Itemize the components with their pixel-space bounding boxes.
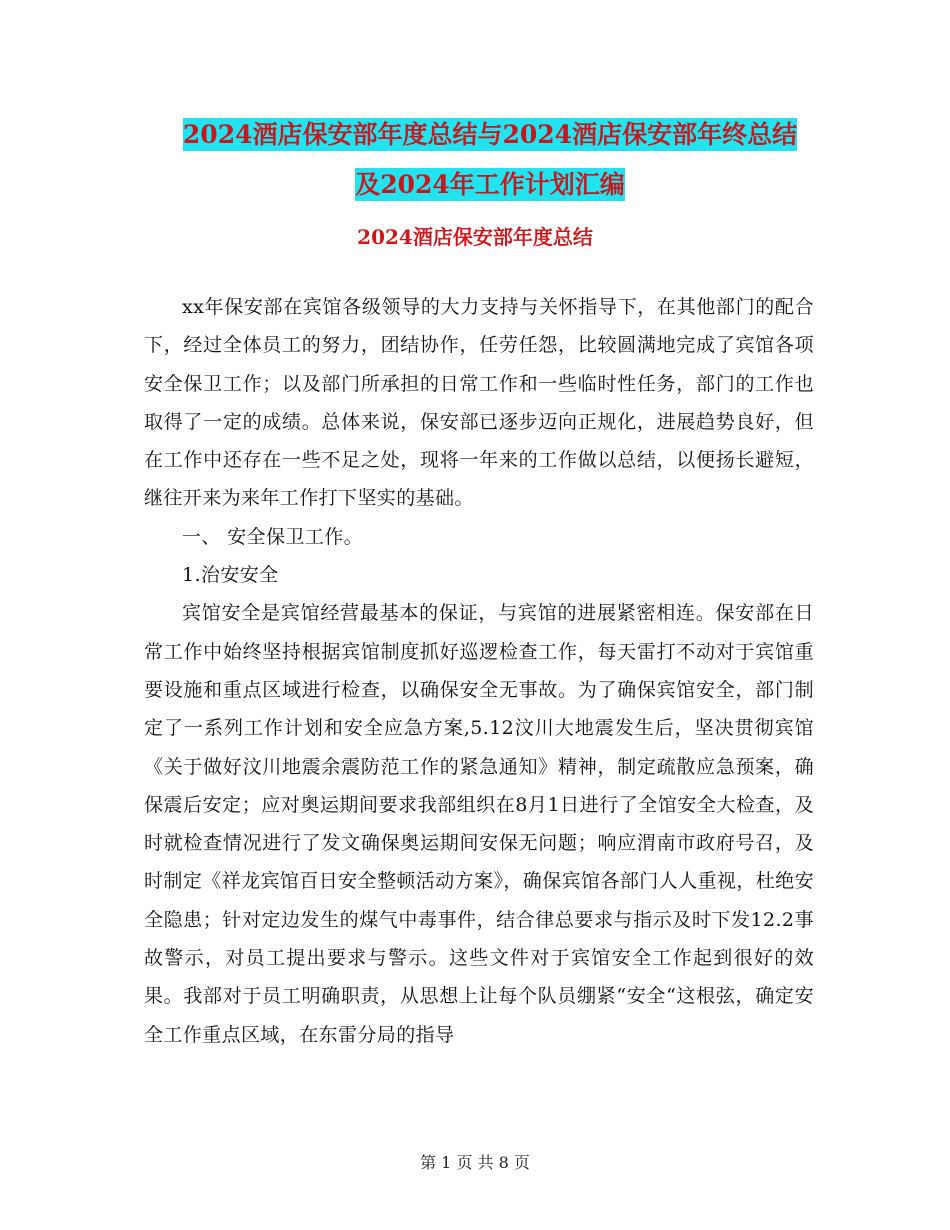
document-body: [144, 288, 814, 1054]
document-title-line1: 2024酒店保安部年度总结与2024酒店保安部年终总结: [182, 120, 798, 149]
document-title: [140, 110, 840, 210]
body-heading-security-work: 一、 安全保卫工作。: [182, 525, 364, 548]
body-paragraph-intro: xx年保安部在宾馆各级领导的大力支持与关怀指导下，在其他部门的配合下，经过全体员工的努力，团结协作，任劳任怨，比较圆满地完成了宾馆各项安全保卫工作；以及部门所承担的日常工作和一些临时性任务，部门的工作也取得了一定的成绩。总体来说，保安部已逐步迈向正规化，进展趋势良好，但在工作中还存在一些不足之处，现将一年来的工作做以总结，以便扬长避短，继往开来为来年工作打下坚实的基础。: [144, 296, 814, 510]
section-title: 2024酒店保安部年度总结: [357, 225, 593, 249]
body-subheading-public-security: 1.治安安全: [182, 564, 279, 587]
body-paragraph-security-details: 宾馆安全是宾馆经营最基本的保证，与宾馆的进展紧密相连。保安部在日常工作中始终坚持根据宾馆制度抓好巡逻检查工作，每天雷打不动对于宾馆重要设施和重点区域进行检查，以确保安全无事故。为了确保宾馆安全，部门制定了一系列工作计划和安全应急方案,5.12汶川大地震发生后，坚决贯彻宾馆《关于做好汶川地震余震防范工作的紧急通知》精神，制定疏散应急预案，确保震后安定；应对奥运期间要求我部组织在8月1日进行了全馆安全大检查，及时就检查情况进行了发文确保奥运期间安保无问题；响应渭南市政府号召，及时制定《祥龙宾馆百日安全整顿活动方案》，确保宾馆各部门人人重视，杜绝安全隐患；针对定边发生的煤气中毒事件，结合律总要求与指示及时下发12.2事故警示，对员工提出要求与警示。这些文件对于宾馆安全工作起到很好的效果。我部对于员工明确职责，从思想上让每个队员绷紧“安全“这根弦，确定安全工作重点区域，在东雷分局的指导: [144, 602, 814, 1046]
document-title-line2: 及2024年工作计划汇编: [355, 170, 625, 199]
page-footer: 第 1 页 共 8 页: [420, 1153, 530, 1172]
